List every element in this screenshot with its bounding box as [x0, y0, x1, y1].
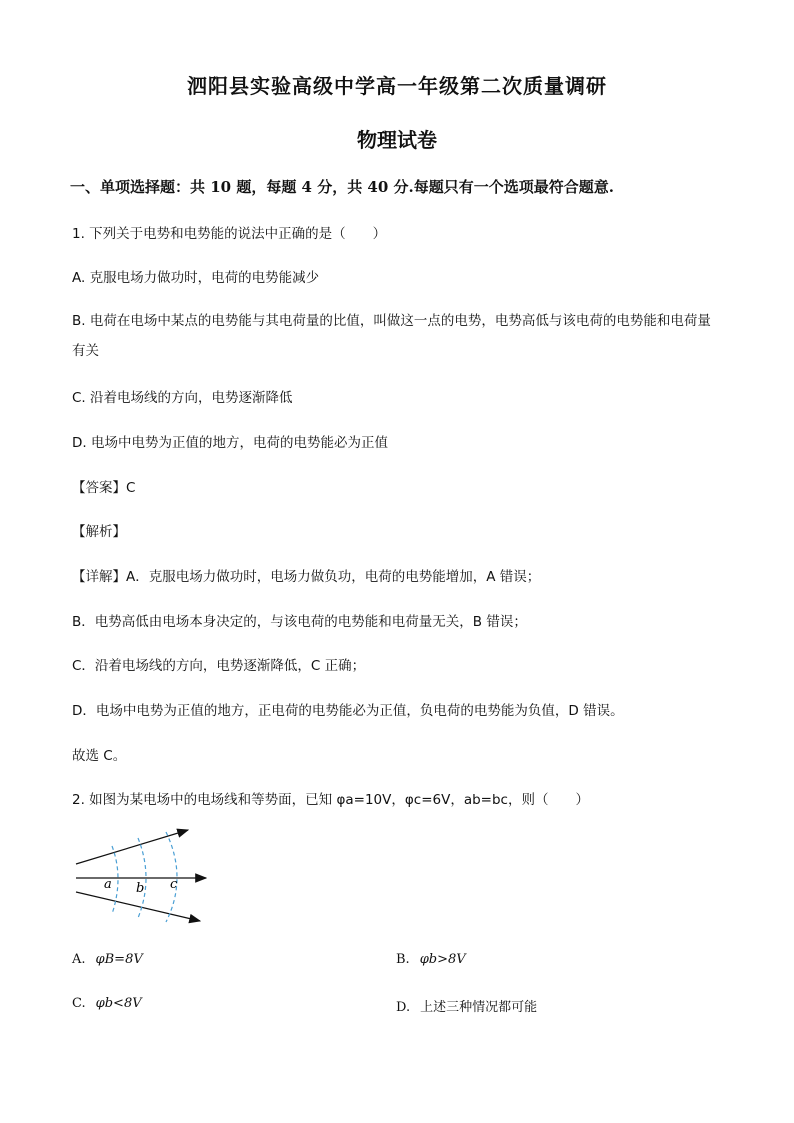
- q1-analysis-tag: 【解析】: [72, 524, 126, 540]
- q1-detail-c: C．沿着电场线的方向，电势逐渐降低，C 正确；: [72, 658, 366, 674]
- q2-option-d: [396, 996, 537, 1015]
- q1-detail-d: D．电场中电势为正值的地方，正电荷的电势能必为正值，负电荷的电势能为负值，D 错误。: [72, 703, 624, 719]
- q2-option-a: [72, 952, 143, 967]
- option-b-text: φb>8V: [419, 952, 466, 967]
- question-2-stem: 2. 如图为某电场中的电场线和等势面，已知 φa=10V，φc=6V，ab=bc，则（ ）: [72, 792, 589, 808]
- section-heading: 一、单项选择题：共 10 题，每题 4 分，共 40 分.每题只有一个选项最符合题意.: [70, 178, 614, 196]
- option-a-letter: A.: [72, 952, 86, 967]
- label-c: c: [170, 877, 178, 892]
- option-a-text: φB=8V: [95, 952, 143, 967]
- q1-answer: [72, 476, 135, 496]
- exam-subtitle: 物理试卷: [357, 128, 437, 152]
- option-b-letter: B.: [396, 952, 410, 967]
- detail-tag: 【详解】: [72, 569, 126, 585]
- answer-value: C: [126, 480, 136, 496]
- exam-title: 泗阳县实验高级中学高一年级第二次质量调研: [187, 74, 607, 98]
- q1-detail-a: [72, 565, 540, 585]
- equipotential-a: [112, 846, 118, 914]
- option-d-text: 上述三种情况都可能: [420, 1000, 538, 1015]
- q1-detail-b: B．电势高低由电场本身决定的，与该电荷的电势能和电荷量无关，B 错误；: [72, 614, 527, 630]
- option-d-letter: D.: [396, 1000, 411, 1015]
- label-a: a: [104, 877, 112, 892]
- q1-option-c: C. 沿着电场线的方向，电势逐渐降低: [72, 390, 293, 406]
- q1-option-b: B. 电荷在电场中某点的电势能与其电荷量的比值，叫做这一点的电势，电势高低与该电荷的电势能和电荷量有关: [72, 313, 711, 359]
- q2-option-b: [396, 952, 466, 967]
- option-c-text: φb<8V: [95, 996, 142, 1011]
- question-1-stem: 1. 下列关于电势和电势能的说法中正确的是（ ）: [72, 226, 387, 242]
- electric-field-figure: [70, 824, 220, 924]
- label-b: b: [136, 881, 145, 896]
- q1-option-a: A. 克服电场力做功时，电荷的电势能减少: [72, 270, 320, 286]
- answer-tag: 【答案】: [72, 480, 126, 496]
- detail-line-a: A．克服电场力做功时，电场力做负功，电荷的电势能增加，A 错误；: [126, 569, 541, 585]
- q1-option-d: D. 电场中电势为正值的地方，电荷的电势能必为正值: [72, 435, 388, 451]
- q1-conclusion: 故选 C。: [72, 748, 127, 764]
- field-line-upper: [76, 830, 188, 864]
- option-c-letter: C.: [72, 996, 86, 1011]
- q2-option-c: [72, 996, 142, 1011]
